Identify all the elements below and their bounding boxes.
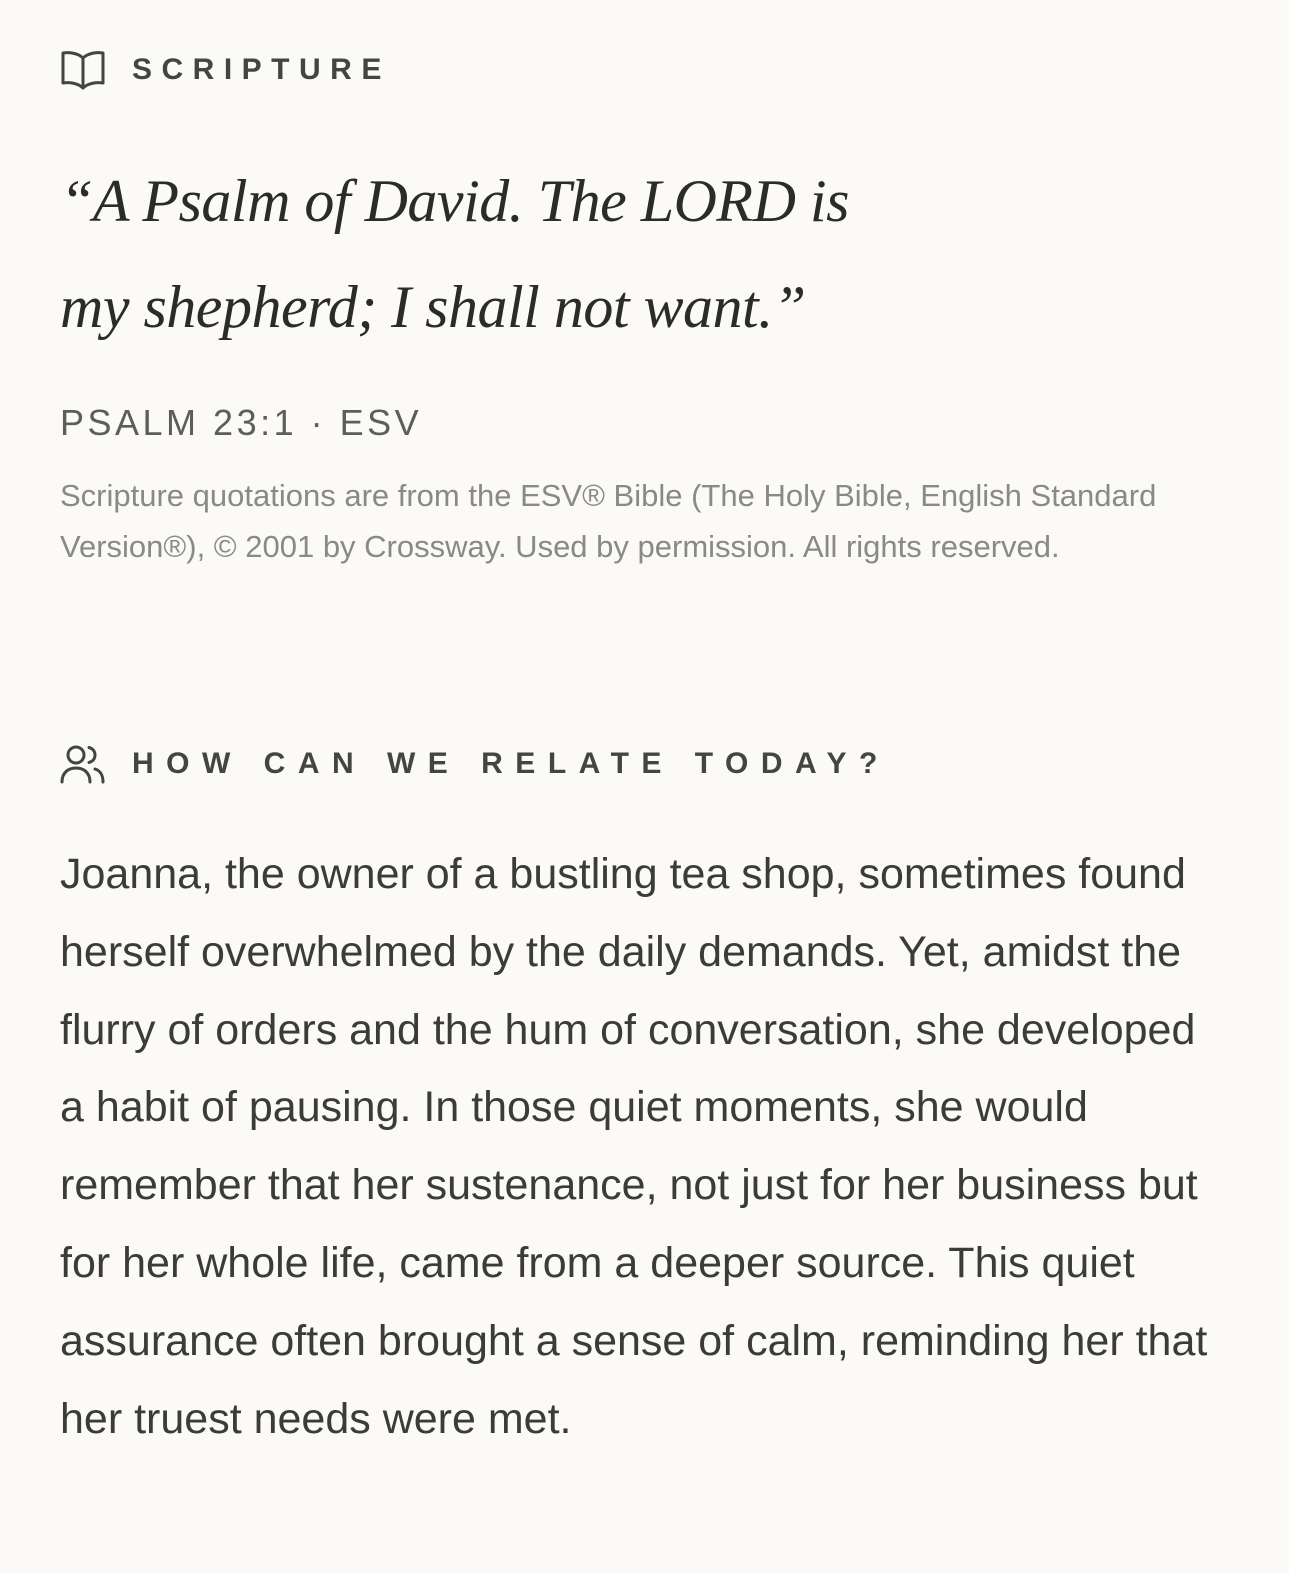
relate-story: Joanna, the owner of a bustling tea shop, sometimes found herself overwhelmed by the daily demands. Yet, amidst the flurry of orders and the hum of conversation, she developed a habit of pausing. In those quiet moments, she would remember that her sustenance, not just for her business but for her whole life, came from a deeper source. This quiet assurance often brought a sense of calm, reminding her that her truest needs were met.: [60, 850, 1208, 1443]
scripture-header: [60, 50, 391, 90]
open-book-icon: [60, 47, 106, 93]
relate-label: HOW CAN WE RELATE TODAY?: [132, 747, 890, 780]
relate-header: [60, 744, 890, 784]
users-icon: [60, 741, 106, 787]
scripture-reference: PSALM 23:1 · ESV: [60, 402, 423, 443]
scripture-quote: “A Psalm of David. The LORD is my shepherd; I shall not want.”: [60, 168, 849, 340]
scripture-label: SCRIPTURE: [132, 53, 391, 86]
copyright-notice: Scripture quotations are from the ESV® Bible (The Holy Bible, English Standard Version®), © 2001 by Crossway. Used by permission. All rights reserved.: [60, 478, 1157, 564]
